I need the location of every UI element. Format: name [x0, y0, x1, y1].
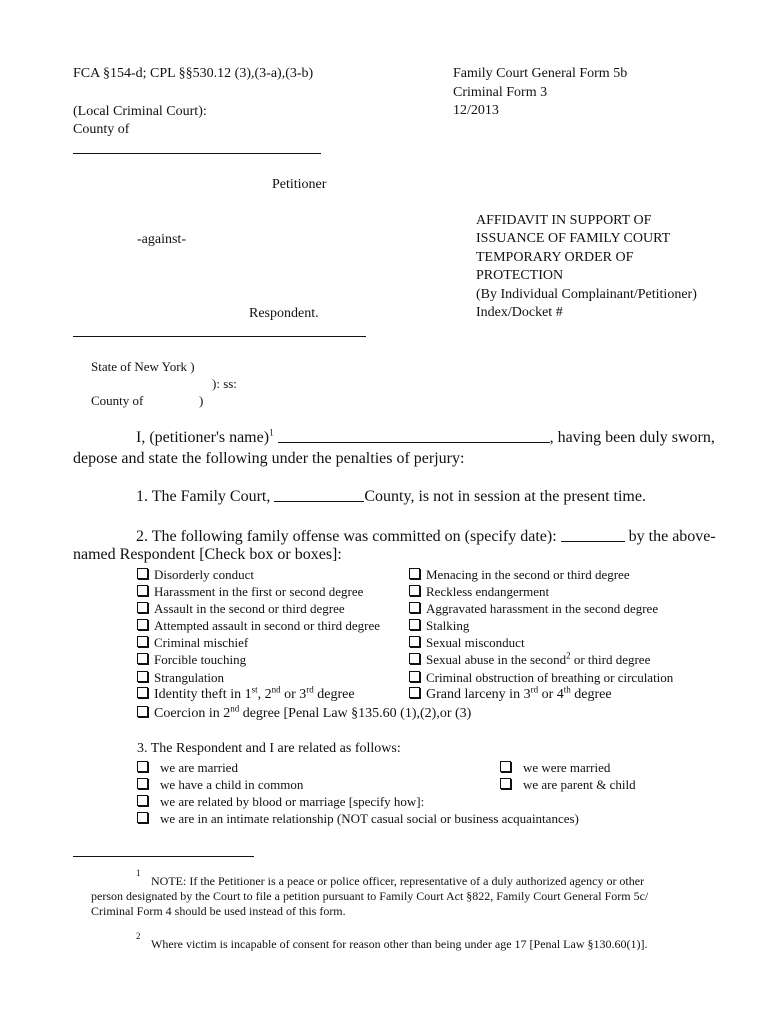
footnote-2-text: Where victim is incapable of consent for reason other than being under age 17 [Penal Law §130.60(1)].	[151, 937, 648, 951]
checkbox-icon[interactable]	[137, 653, 148, 664]
footnote-1-line-2: person designated by the Court to file a petition pursuant to Family Court Act §822, Family Court General Form 5c/	[91, 889, 649, 903]
offense-label: Menacing in the second or third degree	[426, 567, 630, 582]
checkbox-icon[interactable]	[409, 687, 420, 698]
offense-label: , 2	[257, 687, 272, 702]
offense-label: Sexual abuse in the second	[426, 651, 567, 667]
relationship-label: we have a child in common	[160, 777, 304, 792]
affidavit-title-line: PROTECTION	[476, 268, 564, 284]
checkbox-icon[interactable]	[409, 619, 420, 630]
respondent-label: Respondent.	[249, 306, 319, 321]
checkbox-icon[interactable]	[409, 568, 420, 579]
affidavit-title-line: AFFIDAVIT IN SUPPORT OF	[476, 213, 652, 228]
checkbox-icon[interactable]	[500, 761, 511, 772]
offense-date-field[interactable]	[561, 541, 625, 542]
relationship-label: we were married	[523, 760, 611, 775]
offense-label: Strangulation	[154, 670, 225, 686]
footnote-ref-2: 2	[566, 650, 571, 661]
relationship-were-married[interactable]	[500, 759, 636, 776]
petitioner-name-field[interactable]	[278, 442, 550, 443]
relationship-intimate[interactable]	[137, 810, 579, 827]
item2-suffix: by the above-	[624, 528, 716, 545]
offense-attempted-assault[interactable]	[137, 618, 380, 635]
form-name: Family Court General Form 5b	[453, 66, 628, 81]
offense-label: degree	[313, 687, 355, 702]
ordinal-suffix: nd	[271, 684, 281, 695]
checkbox-icon[interactable]	[137, 687, 148, 698]
footnote-1-line-3: Criminal Form 4 should be used instead of this form.	[91, 904, 346, 918]
offense-label: Forcible touching	[154, 651, 247, 667]
checkbox-icon[interactable]	[409, 585, 420, 596]
footnote-separator	[73, 856, 254, 857]
petitioner-label: Petitioner	[272, 177, 327, 192]
relationship-list-right	[500, 759, 636, 793]
offense-label: degree [Penal Law §135.60 (1),(2),or (3)	[239, 706, 472, 721]
offense-strangulation[interactable]	[137, 670, 380, 687]
checkbox-icon[interactable]	[409, 636, 420, 647]
offense-label: Criminal obstruction of breathing or circulation	[426, 670, 674, 686]
offense-list-right	[409, 567, 673, 687]
offense-list-left	[137, 567, 380, 687]
offense-criminal-mischief[interactable]	[137, 635, 380, 652]
checkbox-icon[interactable]	[137, 636, 148, 647]
intro-line-2: depose and state the following under the penalties of perjury:	[73, 450, 465, 467]
criminal-form-number: Criminal Form 3	[453, 85, 548, 100]
family-court-county-field[interactable]	[274, 501, 364, 502]
affidavit-title-line: TEMPORARY ORDER OF	[476, 249, 634, 265]
offense-label: Aggravated harassment in the second degree	[426, 600, 659, 616]
item1-suffix: County, is not in session at the present time.	[364, 488, 646, 505]
ordinal-suffix: th	[563, 684, 571, 695]
venue-county-paren: )	[199, 393, 204, 408]
offense-label: Grand larceny in 3	[426, 687, 531, 702]
offense-label: Coercion in 2	[154, 706, 231, 721]
against-label: -against-	[137, 232, 186, 247]
offense-label: Attempted assault in second or third degree	[154, 617, 380, 633]
intro-prefix: I, (petitioner's name)	[136, 429, 270, 446]
offense-sexual-abuse[interactable]	[409, 652, 673, 669]
offense-stalking[interactable]	[409, 618, 673, 635]
checkbox-icon[interactable]	[409, 653, 420, 664]
relationship-parent-child[interactable]	[500, 776, 636, 793]
checkbox-icon[interactable]	[137, 602, 148, 613]
footnote-1-line-1: NOTE: If the Petitioner is a peace or police officer, representative of a duly authorized agency or other	[151, 874, 645, 888]
offense-sexual-misconduct[interactable]	[409, 635, 673, 652]
footnote-1-number: 1	[136, 868, 141, 878]
offense-label: Disorderly conduct	[154, 567, 255, 582]
index-docket-label: Index/Docket #	[476, 305, 563, 321]
affidavit-subtitle: (By Individual Complainant/Petitioner)	[476, 286, 697, 302]
offense-identity-theft[interactable]	[137, 684, 355, 703]
item-1	[136, 488, 646, 506]
relationship-label: we are related by blood or marriage [specify how]:	[160, 794, 425, 809]
checkbox-icon[interactable]	[137, 568, 148, 579]
caption-divider	[73, 336, 366, 337]
offense-disorderly-conduct[interactable]	[137, 567, 380, 584]
offense-menacing[interactable]	[409, 567, 673, 584]
offense-label: Sexual misconduct	[426, 634, 525, 650]
ordinal-suffix: rd	[306, 684, 314, 695]
item-2-line-2: named Respondent [Check box or boxes]:	[73, 546, 342, 563]
offense-forcible-touching[interactable]	[137, 652, 380, 669]
offense-label: or 4	[538, 687, 564, 702]
intro-line	[136, 429, 715, 447]
offense-label: or third degree	[570, 651, 651, 667]
affidavit-title-line: ISSUANCE OF FAMILY COURT	[476, 231, 671, 247]
offense-aggravated-harassment[interactable]	[409, 601, 673, 618]
footnote-ref-1: 1	[269, 427, 274, 438]
intro-suffix: , having been duly sworn,	[549, 429, 715, 446]
offense-label: Reckless endangerment	[426, 583, 550, 599]
checkbox-icon[interactable]	[409, 671, 420, 682]
venue-county: County of	[91, 393, 144, 408]
offense-obstruction-of-breathing[interactable]	[409, 670, 673, 687]
offense-label: Assault in the second or third degree	[154, 600, 345, 616]
county-label: County of	[73, 122, 130, 137]
item1-prefix: 1. The Family Court,	[136, 488, 275, 505]
offense-harassment[interactable]	[137, 584, 380, 601]
offense-grand-larceny[interactable]	[409, 684, 612, 703]
checkbox-icon[interactable]	[137, 778, 148, 789]
relationship-label: we are in an intimate relationship (NOT casual social or business acquaintances)	[160, 811, 579, 826]
ordinal-suffix: st	[251, 684, 258, 695]
item2-prefix: 2. The following family offense was committed on (specify date):	[136, 528, 561, 545]
ordinal-suffix: rd	[530, 684, 539, 695]
item-2	[136, 528, 716, 546]
checkbox-icon[interactable]	[137, 812, 148, 823]
checkbox-icon[interactable]	[137, 795, 148, 806]
offense-label: Criminal mischief	[154, 634, 249, 650]
venue-state: State of New York )	[91, 359, 195, 374]
checkbox-icon[interactable]	[137, 761, 148, 772]
checkbox-icon[interactable]	[409, 602, 420, 613]
relationship-label: we are parent & child	[523, 777, 636, 792]
offense-reckless-endangerment[interactable]	[409, 584, 673, 601]
offense-label: Harassment in the first or second degree	[154, 583, 364, 599]
statute-citation: FCA §154-d; CPL §§530.12 (3),(3-a),(3-b)	[73, 66, 314, 81]
relationship-label: we are married	[160, 760, 238, 775]
checkbox-icon[interactable]	[137, 585, 148, 596]
form-date: 12/2013	[453, 103, 499, 118]
offense-label: degree	[570, 687, 612, 702]
affidavit-title	[476, 212, 697, 322]
offense-label: Identity theft in 1	[154, 687, 252, 702]
checkbox-icon[interactable]	[500, 778, 511, 789]
footnote-2-number: 2	[136, 931, 141, 941]
local-court-label: (Local Criminal Court):	[73, 104, 207, 119]
venue-ss: ): ss:	[212, 376, 237, 391]
offense-label: or 3	[280, 687, 307, 702]
checkbox-icon[interactable]	[137, 671, 148, 682]
offense-assault[interactable]	[137, 601, 380, 618]
court-name-line[interactable]	[73, 153, 321, 154]
offense-label: Stalking	[426, 617, 470, 633]
offense-coercion[interactable]	[137, 703, 472, 722]
item-3-heading: 3. The Respondent and I are related as follows:	[137, 741, 401, 756]
checkbox-icon[interactable]	[137, 619, 148, 630]
relationship-blood-or-marriage[interactable]	[137, 793, 579, 810]
checkbox-icon[interactable]	[137, 706, 148, 717]
ordinal-suffix: nd	[230, 703, 240, 714]
